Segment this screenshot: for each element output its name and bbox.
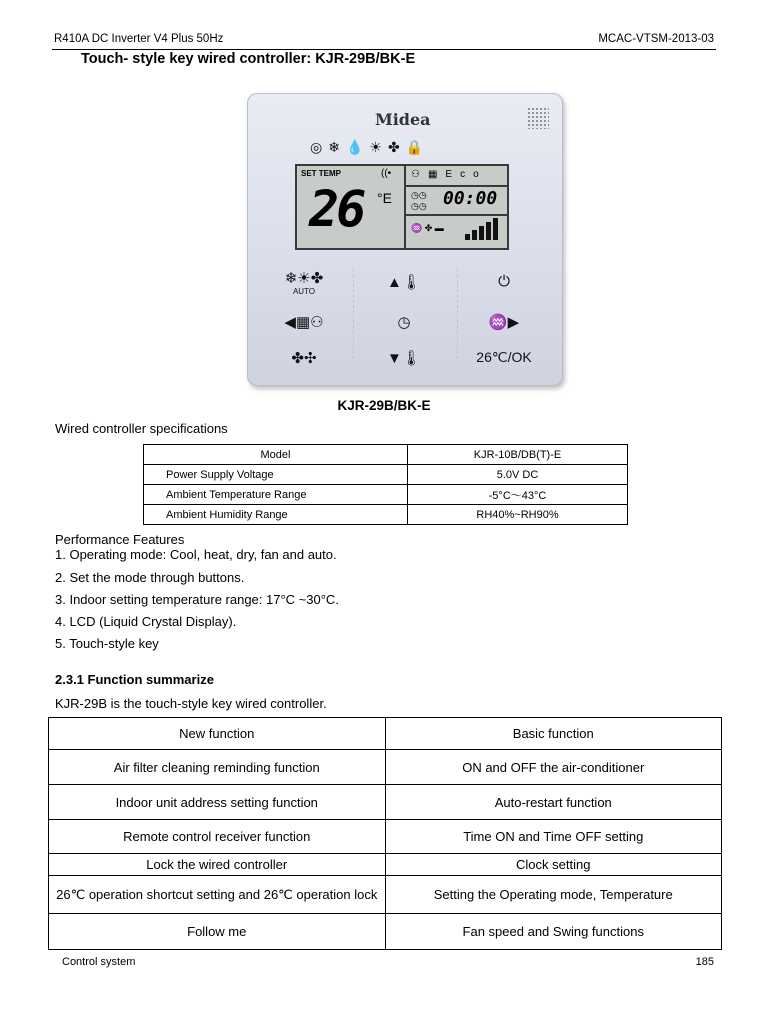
table-row <box>49 785 722 820</box>
table-cell: RH40%~RH90% <box>408 505 628 525</box>
table-cell: Time ON and Time OFF setting <box>385 820 722 854</box>
table-cell: 26℃ operation shortcut setting and 26℃ operation lock <box>49 876 386 914</box>
mode-button <box>259 269 349 296</box>
spec-intro: Wired controller specifications <box>55 421 228 436</box>
table-cell: Ambient Temperature Range <box>144 485 408 505</box>
wifi-icon: ((• <box>381 168 392 179</box>
table-cell: Ambient Humidity Range <box>144 505 408 525</box>
table-cell: Power Supply Voltage <box>144 465 408 485</box>
swing-icon: ♒ ✤ ▬ <box>411 223 444 233</box>
table-row <box>144 445 628 465</box>
temp-down-button: ▼🌡 <box>387 350 421 367</box>
header-right: MCAC-VTSM-2013-03 <box>598 33 714 45</box>
section-intro: KJR-29B is the touch-style key wired controller. <box>55 696 327 711</box>
figure-caption: KJR-29B/BK-E <box>337 398 431 413</box>
table-cell: Clock setting <box>385 854 722 876</box>
feature-item: 3. Indoor setting temperature range: 17°C ~30°C. <box>55 592 339 607</box>
temp-up-button: ▲🌡 <box>387 274 421 291</box>
speaker-grille <box>527 107 549 129</box>
timer-button: ◷ <box>397 314 411 331</box>
lcd-clock: 00:00 <box>443 188 498 209</box>
table-cell: ON and OFF the air-conditioner <box>385 750 722 785</box>
mode-icons: ❄☀✤ <box>284 270 324 287</box>
table-cell: Remote control receiver function <box>49 820 386 854</box>
table-row <box>49 750 722 785</box>
shortcut-26-button: 26℃/OK <box>476 349 532 365</box>
left-button: ◀▦⚇ <box>284 314 324 331</box>
table-cell: Indoor unit address setting function <box>49 785 386 820</box>
swing-button: ♒▶ <box>488 314 520 331</box>
fan-icon: ✤ <box>387 139 406 155</box>
lcd-set-temp-label: SET TEMP <box>301 169 342 178</box>
table-row <box>49 820 722 854</box>
table-row <box>144 465 628 485</box>
page-number: 185 <box>695 956 714 968</box>
section-heading: 2.3.1 Function summarize <box>55 672 214 687</box>
table-row <box>49 718 722 750</box>
mode-auto-label: AUTO <box>292 287 316 296</box>
lcd-status-icons: ⚇▦Eco <box>411 169 487 180</box>
page-title: Touch- style key wired controller: KJR-29B/BK-E <box>81 51 416 67</box>
brand-logo: Midea <box>375 110 431 129</box>
fan-speed-bars <box>465 218 500 240</box>
table-cell: New function <box>49 718 386 750</box>
fan-button: ✤✣ <box>291 350 317 367</box>
sun-icon: ☀ <box>369 139 388 155</box>
spec-table <box>143 444 628 525</box>
table-row <box>49 854 722 876</box>
table-cell: Basic function <box>385 718 722 750</box>
feature-item: 4. LCD (Liquid Crystal Display). <box>55 614 237 629</box>
table-cell: Auto-restart function <box>385 785 722 820</box>
footer-left: Control system <box>62 956 136 968</box>
table-cell: Follow me <box>49 914 386 950</box>
feature-item: 1. Operating mode: Cool, heat, dry, fan and auto. <box>55 547 337 562</box>
table-row <box>144 485 628 505</box>
table-cell: 5.0V DC <box>408 465 628 485</box>
lcd-temperature: 26 <box>309 180 364 238</box>
snowflake-icon: ❄ <box>328 139 346 155</box>
table-row <box>144 505 628 525</box>
table-row <box>49 876 722 914</box>
table-cell: Fan speed and Swing functions <box>385 914 722 950</box>
drop-icon: 💧 <box>345 139 370 155</box>
controller-image <box>247 93 563 386</box>
header-left: R410A DC Inverter V4 Plus 50Hz <box>54 33 224 45</box>
table-cell: Air filter cleaning reminding function <box>49 750 386 785</box>
table-cell: Lock the wired controller <box>49 854 386 876</box>
power-button: ⏻ <box>498 273 510 290</box>
lock-icon: 🔒 <box>405 139 430 155</box>
degree-e-icon: °E <box>377 190 392 206</box>
timer-icons: ◷◷ ◷◷ <box>411 190 427 211</box>
function-table <box>48 717 722 950</box>
table-cell: Setting the Operating mode, Temperature <box>385 876 722 914</box>
table-cell: -5°C～43°C <box>408 485 628 505</box>
page-header <box>52 32 716 50</box>
lcd-display <box>295 164 509 250</box>
auto-icon: ◎ <box>310 139 329 155</box>
table-cell: Model <box>144 445 408 465</box>
mode-icons-row <box>310 139 500 156</box>
feature-item: 5. Touch-style key <box>55 636 159 651</box>
features-heading: Performance Features <box>55 532 185 547</box>
table-row <box>49 914 722 950</box>
table-cell: KJR-10B/DB(T)-E <box>408 445 628 465</box>
feature-item: 2. Set the mode through buttons. <box>55 570 245 585</box>
